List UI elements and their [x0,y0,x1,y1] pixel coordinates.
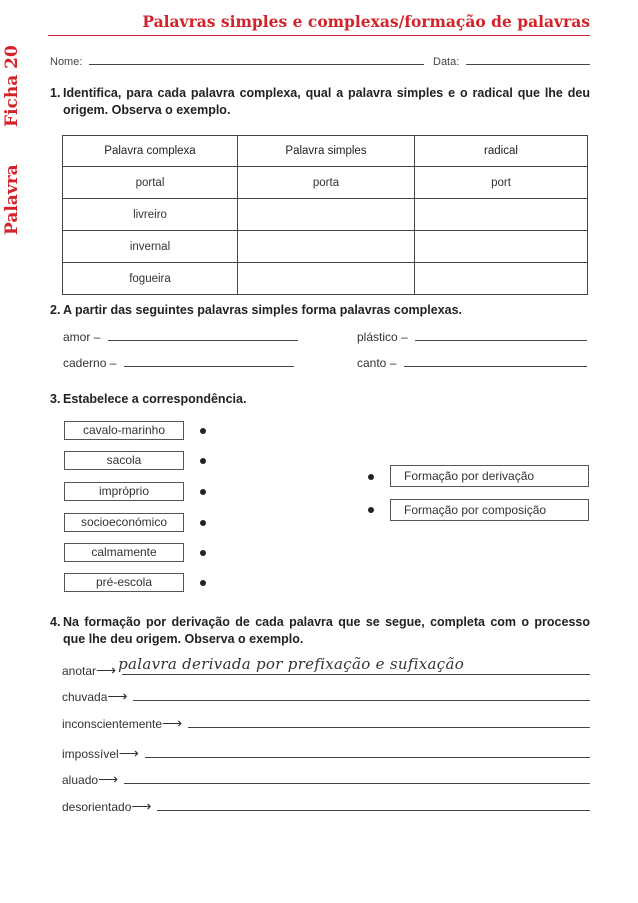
question-4 [50,614,590,648]
word-label: anotar [62,664,97,678]
word-table [62,135,588,295]
match-dot-left[interactable] [200,489,206,495]
table-cell: portal [63,167,238,199]
table-cell: port [415,167,588,199]
word-label: amor – [63,330,101,344]
answer-line[interactable] [415,340,587,341]
match-dot-right[interactable] [368,507,374,513]
arrow-icon: ⟶ [131,798,152,814]
table-header-row [63,136,588,167]
ficha-number: Ficha 20 [2,45,22,127]
table-row [63,167,588,199]
arrow-icon: ⟶ [162,715,183,731]
word-label: canto – [357,356,397,370]
name-field[interactable] [50,56,424,68]
answer-line[interactable] [118,655,590,675]
answer-line[interactable] [124,366,294,367]
date-field[interactable] [433,56,590,68]
answer-line[interactable] [124,769,590,784]
word-label: desorientado [62,800,132,814]
derivation-row [62,713,590,732]
name-label: Nome: [50,56,83,68]
table-cell: porta [238,167,415,199]
page-title: Palavras simples e complexas/formação de palavras [142,12,590,31]
word-label: inconscientemente [62,717,163,731]
derivation-row [62,655,590,679]
subject-label: Palavra [2,164,22,235]
question-text: Identifica, para cada palavra complexa, qual a palavra simples e o radical que lhe deu origem. Observa o exemplo. [63,86,590,117]
answer-line[interactable] [108,340,298,341]
match-word-box: socioeconómico [64,513,184,532]
arrow-icon: ⟶ [96,662,117,678]
answer-cell[interactable] [238,231,415,263]
match-word-box: sacola [64,451,184,470]
table-cell: fogueira [63,263,238,295]
word-label: aluado [62,773,99,787]
answer-line[interactable] [157,796,590,811]
column-header: Palavra complexa [63,136,238,167]
derivation-box: Formação por derivação [390,465,589,487]
answer-cell[interactable] [415,263,588,295]
arrow-icon: ⟶ [118,745,139,761]
table-row [63,199,588,231]
fill-canto[interactable] [357,356,587,370]
answer-cell[interactable] [415,199,588,231]
composition-box: Formação por composição [390,499,589,521]
answer-line[interactable] [404,366,587,367]
answer-cell[interactable] [238,263,415,295]
question-number: 2. [50,303,61,317]
match-word-box: pré-escola [64,573,184,592]
column-header: Palavra simples [238,136,415,167]
date-label: Data: [433,56,460,68]
title-rule [48,35,590,36]
table-cell: livreiro [63,199,238,231]
derivation-row [62,686,590,705]
match-dot-left[interactable] [200,580,206,586]
match-dot-left[interactable] [200,550,206,556]
question-text: A partir das seguintes palavras simples forma palavras complexas. [63,303,463,317]
table-row [63,231,588,263]
example-answer: palavra derivada por prefixação e sufixação [118,655,465,673]
question-number: 3. [50,392,61,406]
question-text: Estabelece a correspondência. [63,392,247,406]
match-word-box: cavalo-marinho [64,421,184,440]
fill-amor[interactable] [63,330,298,344]
answer-line[interactable] [145,743,590,758]
question-text: Na formação por derivação de cada palavra que se segue, completa com o processo que lhe deu origem. Observa o exemplo. [63,615,590,646]
derivation-row [62,743,590,762]
fill-caderno[interactable] [63,356,294,370]
derivation-row [62,796,590,815]
date-line[interactable] [466,64,590,65]
question-number: 4. [50,615,61,629]
question-1 [50,85,590,119]
table-row [63,263,588,295]
answer-cell[interactable] [415,231,588,263]
arrow-icon: ⟶ [98,771,119,787]
word-label: impossível [62,747,119,761]
question-2 [50,302,590,319]
match-word-box: calmamente [64,543,184,562]
match-dot-right[interactable] [368,474,374,480]
match-dot-left[interactable] [200,520,206,526]
match-word-box: impróprio [64,482,184,501]
match-dot-left[interactable] [200,458,206,464]
answer-cell[interactable] [238,199,415,231]
answer-line[interactable] [188,713,590,728]
question-3 [50,391,590,408]
column-header: radical [415,136,588,167]
word-label: caderno – [63,356,117,370]
answer-line[interactable] [133,686,590,701]
fill-plastico[interactable] [357,330,587,344]
name-line[interactable] [89,64,424,65]
table-cell: invernal [63,231,238,263]
word-label: chuvada [62,690,108,704]
question-number: 1. [50,86,61,100]
derivation-row [62,769,590,788]
match-dot-left[interactable] [200,428,206,434]
arrow-icon: ⟶ [107,688,128,704]
word-label: plástico – [357,330,408,344]
